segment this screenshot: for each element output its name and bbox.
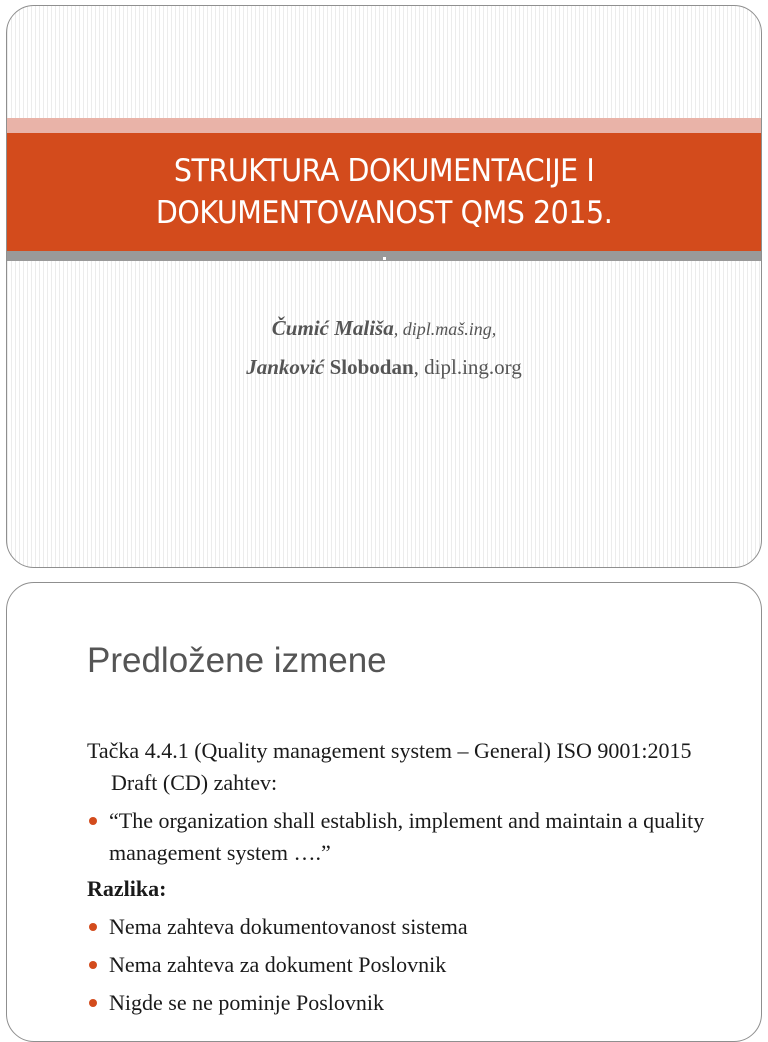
title-line-1: STRUKTURA DOKUMENTACIJE I (173, 153, 595, 189)
list-item (87, 911, 727, 943)
list-item (87, 949, 727, 981)
list-item-text: Nema zahteva za dokument Poslovnik (109, 952, 447, 977)
authors-block (7, 309, 761, 386)
quote-text: “The organization shall establish, implement and maintain a quality management system ….” (109, 808, 705, 865)
list-item-text: Nema zahteva dokumentovanost sistema (109, 914, 468, 939)
slide-heading: Predložene izmene (87, 641, 387, 680)
intro-paragraph: Tačka 4.4.1 (Quality management system – General) ISO 9001:2015 Draft (CD) zahtev: (87, 738, 692, 795)
author-2-title: , dipl.ing.org (413, 355, 522, 379)
accent-strip-top (7, 118, 761, 133)
quote-bullet (87, 805, 727, 869)
subtitle-dot (383, 257, 386, 260)
list-item (87, 987, 727, 1019)
list-item-text: Nigde se ne pominje Poslovnik (109, 990, 384, 1015)
title-slide (6, 5, 762, 568)
bullet-icon (89, 923, 97, 931)
title-line-2: DOKUMENTOVANOST QMS 2015. (155, 195, 613, 231)
content-slide (6, 582, 762, 1042)
razlika-label: Razlika: (87, 876, 167, 901)
author-1-title: , dipl.maš.ing, (393, 319, 497, 339)
author-2 (7, 348, 761, 386)
bullet-icon (89, 817, 97, 825)
author-1-name: Čumić Mališa (271, 316, 394, 340)
title-band (7, 133, 761, 251)
slide-body (87, 735, 727, 1019)
bullet-icon (89, 961, 97, 969)
bullet-icon (89, 999, 97, 1007)
author-1 (7, 309, 761, 348)
author-2-surname: Janković (246, 355, 325, 379)
author-2-firstname: Slobodan (324, 355, 414, 379)
slide-title (156, 150, 612, 234)
